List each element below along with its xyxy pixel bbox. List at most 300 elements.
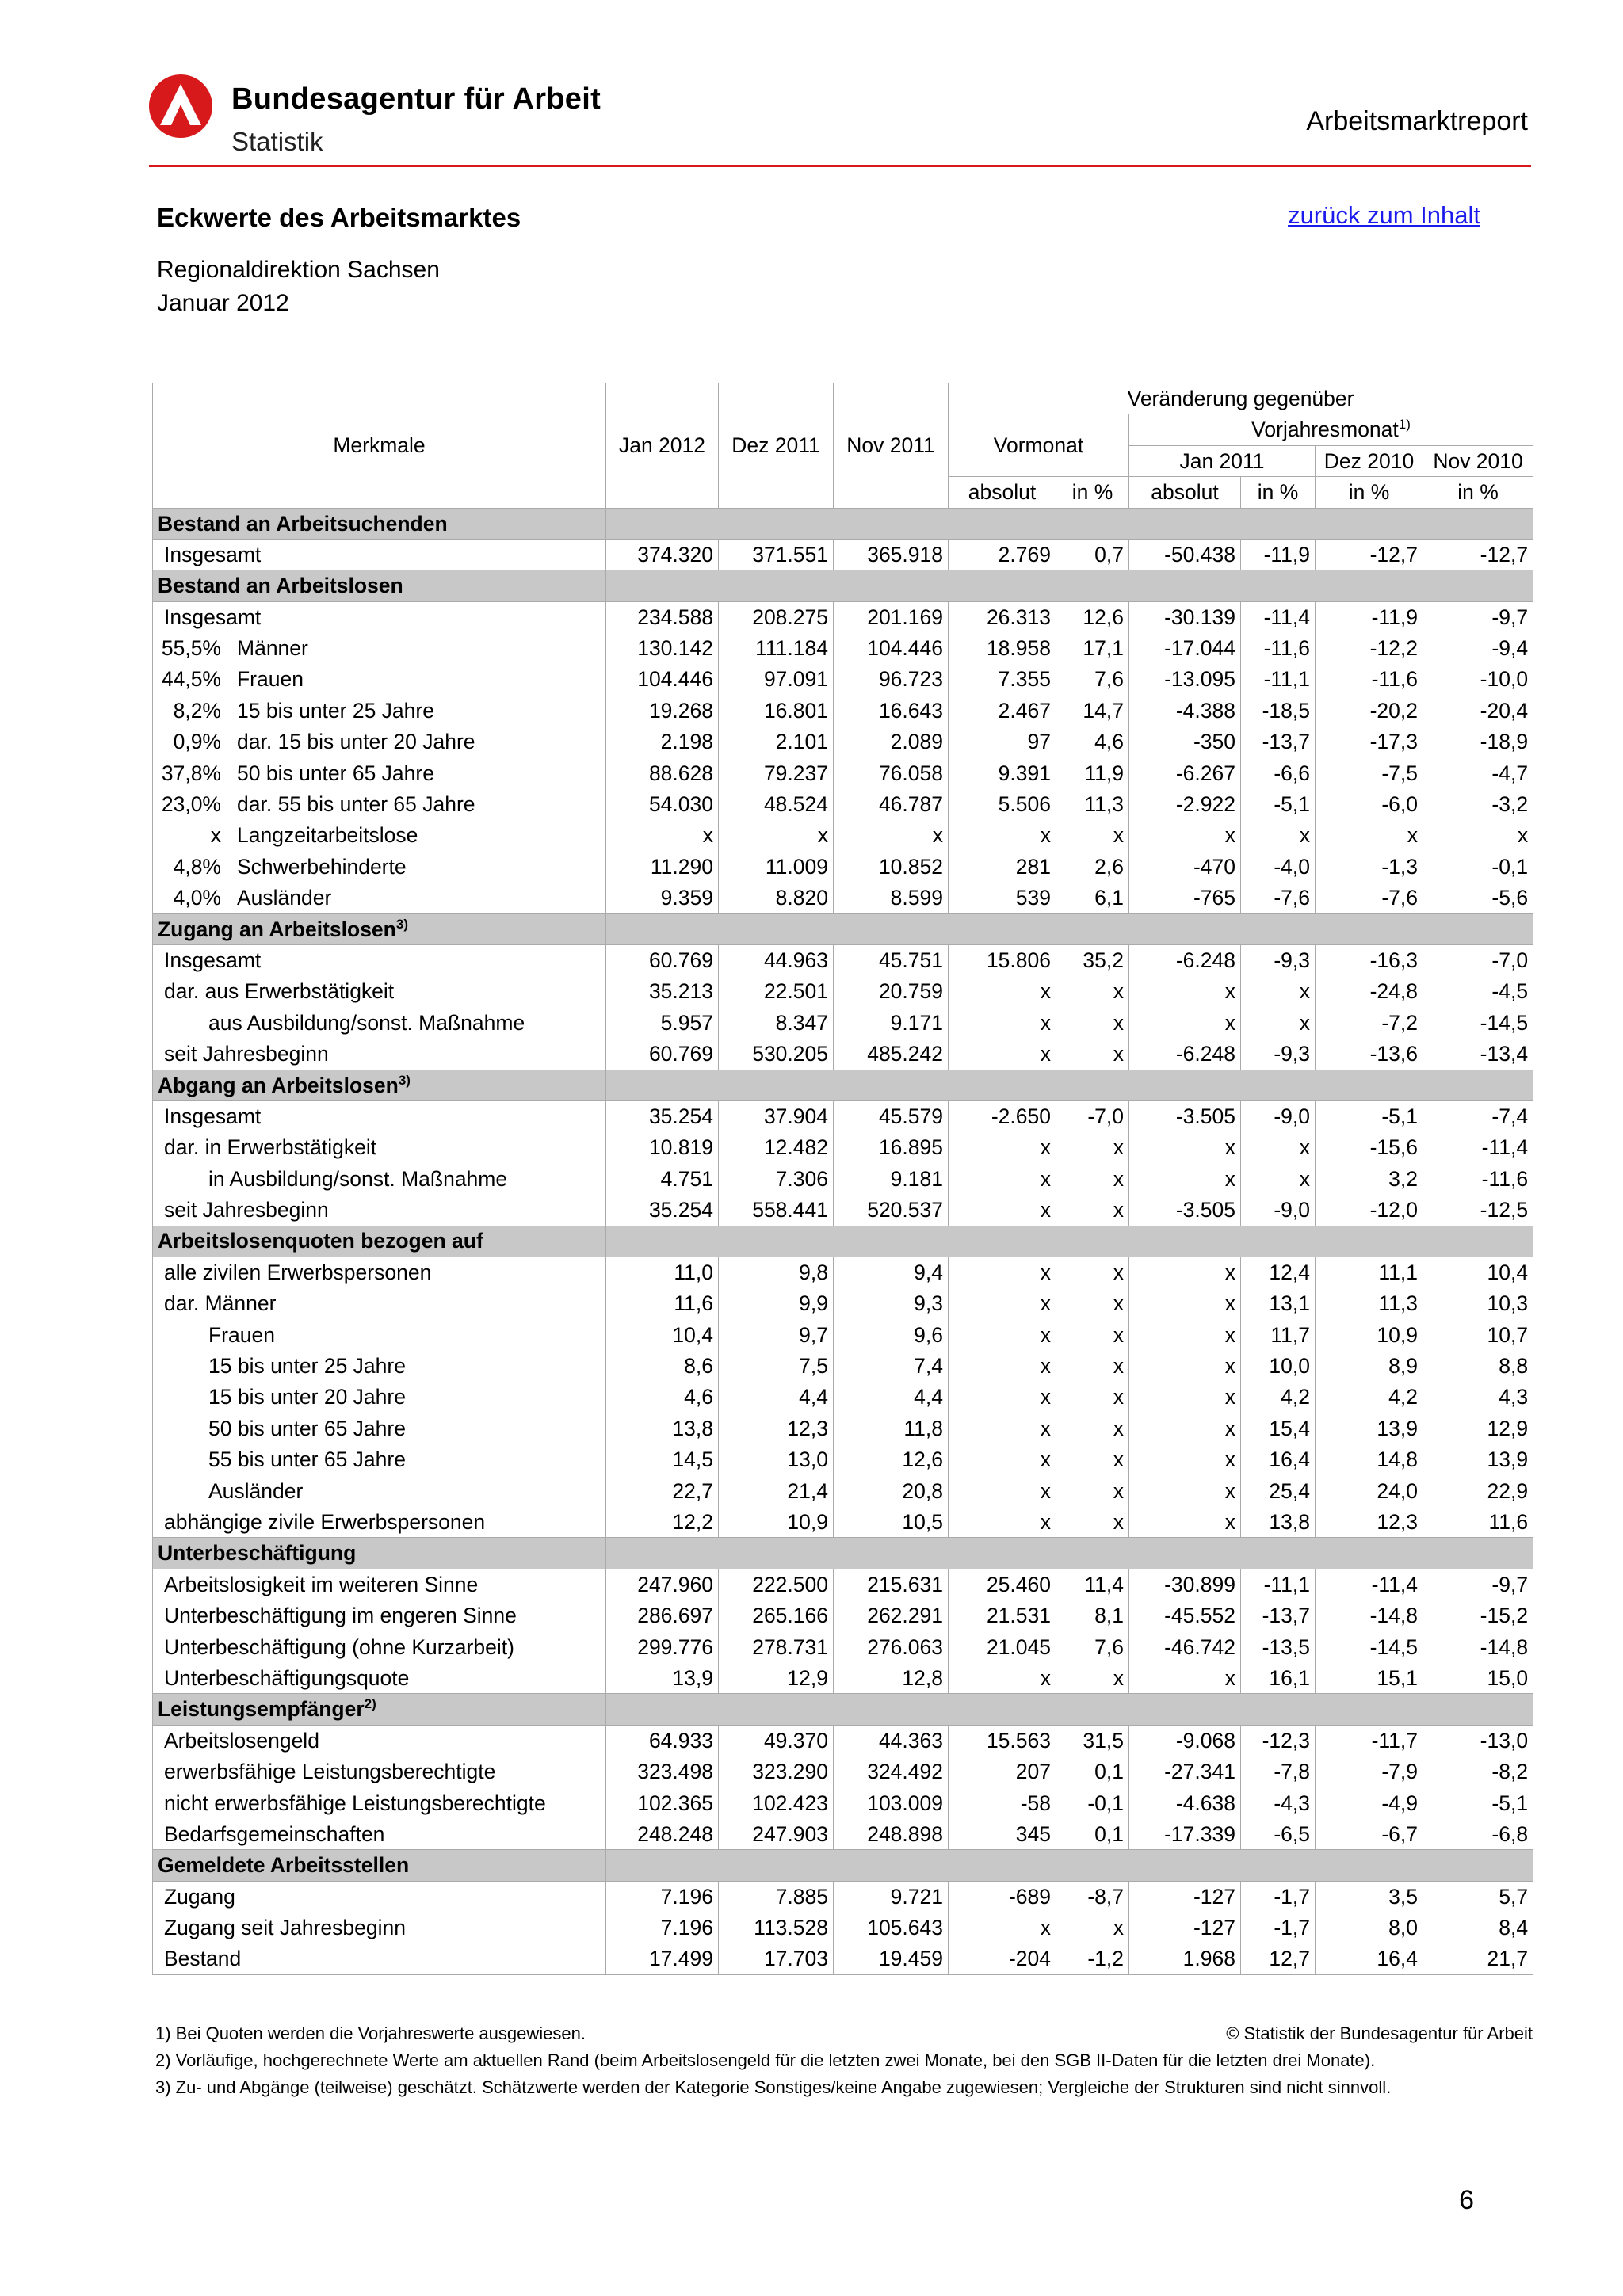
table-cell: -5,6 — [1423, 883, 1533, 913]
row-label-text: Zugang — [164, 1884, 235, 1909]
table-cell: 8,6 — [606, 1351, 719, 1382]
section-fill — [606, 1538, 1533, 1569]
row-label-text: Unterbeschäftigung im engeren Sinne — [164, 1604, 517, 1628]
table-cell: 97.091 — [719, 664, 834, 695]
table-cell: -11,6 — [1316, 664, 1423, 695]
row-label-text: seit Jahresbeginn — [164, 1197, 329, 1222]
table-cell: 4.751 — [606, 1163, 719, 1194]
table-cell: 13,8 — [606, 1413, 719, 1444]
table-cell: 4,4 — [834, 1382, 949, 1413]
header-vormonat: Vormonat — [949, 414, 1129, 477]
table-cell: -14,8 — [1316, 1600, 1423, 1631]
table-cell: x — [1129, 1507, 1241, 1538]
table-cell: 24,0 — [1316, 1475, 1423, 1506]
section-fill — [606, 508, 1533, 539]
table-cell: 1.968 — [1129, 1943, 1241, 1974]
period-label: Januar 2012 — [157, 290, 289, 316]
table-row — [153, 1913, 1533, 1943]
table-cell: 13,9 — [606, 1663, 719, 1694]
table-cell: -6.248 — [1129, 945, 1241, 976]
section-title-text: Abgang an Arbeitslosen — [158, 1073, 399, 1097]
table-cell: 520.537 — [834, 1195, 949, 1226]
table-row — [153, 1507, 1533, 1538]
table-row — [153, 601, 1533, 632]
table-cell: x — [1129, 1475, 1241, 1506]
table-cell: 11,9 — [1056, 757, 1129, 788]
row-share: 44,5% — [161, 667, 221, 692]
section-title — [153, 913, 606, 944]
table-cell: 8,8 — [1423, 1351, 1533, 1382]
table-cell: -13,6 — [1316, 1039, 1423, 1070]
table-cell: 17.703 — [719, 1943, 834, 1974]
table-cell: 365.918 — [834, 539, 949, 570]
table-row — [153, 789, 1533, 820]
row-label-text: Schwerbehinderte — [237, 854, 407, 879]
table-cell: 19.459 — [834, 1943, 949, 1974]
table-cell: x — [949, 1132, 1056, 1163]
table-cell: 18.958 — [949, 633, 1056, 664]
table-cell: 374.320 — [606, 539, 719, 570]
table-cell: 558.441 — [719, 1195, 834, 1226]
table-cell: -45.552 — [1129, 1600, 1241, 1631]
table-cell: 7,6 — [1056, 1631, 1129, 1662]
table-cell: 371.551 — [719, 539, 834, 570]
section-title-text: Bestand an Arbeitslosen — [158, 574, 403, 598]
table-cell: 9,4 — [834, 1257, 949, 1287]
section-title — [153, 1538, 606, 1569]
row-label-text: Frauen — [237, 667, 304, 692]
row-label-text: Frauen — [208, 1322, 275, 1347]
table-cell: 15.563 — [949, 1725, 1056, 1756]
table-cell: 45.751 — [834, 945, 949, 976]
section-title — [153, 1070, 606, 1100]
table-cell: x — [1129, 1413, 1241, 1444]
region-label: Regionaldirektion Sachsen — [157, 257, 440, 283]
row-label-text: Zugang seit Jahresbeginn — [164, 1916, 406, 1940]
table-cell: x — [1241, 1163, 1316, 1194]
header-divider — [149, 165, 1531, 167]
table-cell: -7,6 — [1241, 883, 1316, 913]
row-label — [153, 1288, 606, 1319]
row-label — [153, 1756, 606, 1787]
table-cell: 79.237 — [719, 757, 834, 788]
table-cell: 4,6 — [606, 1382, 719, 1413]
table-cell: x — [1056, 1007, 1129, 1038]
table-cell: 7.196 — [606, 1881, 719, 1912]
table-cell: 49.370 — [719, 1725, 834, 1756]
table-cell: 21.045 — [949, 1631, 1056, 1662]
table-cell: -13,0 — [1423, 1725, 1533, 1756]
table-row — [153, 1195, 1533, 1226]
table-row — [153, 976, 1533, 1007]
header-dez-2011: Dez 2011 — [719, 383, 834, 509]
table-cell: 9.359 — [606, 883, 719, 913]
table-cell: -9,3 — [1241, 945, 1316, 976]
row-label — [153, 1663, 606, 1694]
row-label — [153, 1725, 606, 1756]
table-cell: x — [949, 976, 1056, 1007]
table-row — [153, 1288, 1533, 1319]
table-row — [153, 1818, 1533, 1849]
table-cell: -9,0 — [1241, 1100, 1316, 1131]
table-cell: -8,7 — [1056, 1881, 1129, 1912]
table-cell: 4,3 — [1423, 1382, 1533, 1413]
table-cell: 539 — [949, 883, 1056, 913]
table-row — [153, 820, 1533, 851]
row-label-text: alle zivilen Erwerbspersonen — [164, 1261, 432, 1285]
table-cell: -13.095 — [1129, 664, 1241, 695]
table-cell: x — [949, 820, 1056, 851]
table-cell: 13,8 — [1241, 1507, 1316, 1538]
table-cell: 248.898 — [834, 1818, 949, 1849]
table-cell: 7.196 — [606, 1913, 719, 1943]
section-header-row — [153, 1226, 1533, 1257]
table-cell: 11,4 — [1056, 1569, 1129, 1600]
table-row — [153, 1100, 1533, 1131]
table-cell: -7,2 — [1316, 1007, 1423, 1038]
row-label-text: dar. 15 bis unter 20 Jahre — [237, 730, 475, 754]
table-cell: 35.254 — [606, 1100, 719, 1131]
table-cell: x — [949, 1913, 1056, 1943]
table-cell: x — [949, 1351, 1056, 1382]
table-cell: -11,4 — [1316, 1569, 1423, 1600]
table-cell: -17,3 — [1316, 727, 1423, 757]
table-cell: 8,0 — [1316, 1913, 1423, 1943]
table-cell: -9,7 — [1423, 1569, 1533, 1600]
section-title-text: Zugang an Arbeitslosen — [158, 917, 396, 941]
table-cell: -15,2 — [1423, 1600, 1533, 1631]
table-cell: x — [949, 1039, 1056, 1070]
row-label-text: Männer — [237, 636, 308, 661]
table-cell: 104.446 — [834, 633, 949, 664]
row-label-text: 15 bis unter 20 Jahre — [208, 1385, 406, 1409]
section-fill — [606, 1070, 1533, 1100]
section-header-row — [153, 1538, 1533, 1569]
row-label-text: aus Ausbildung/sonst. Maßnahme — [208, 1010, 525, 1035]
table-row — [153, 1007, 1533, 1038]
header-in-pct: in % — [1316, 477, 1423, 508]
table-cell: 12,3 — [1316, 1507, 1423, 1538]
table-row — [153, 1600, 1533, 1631]
header-in-pct: in % — [1241, 477, 1316, 508]
table-cell: 208.275 — [719, 601, 834, 632]
table-cell: 16.895 — [834, 1132, 949, 1163]
table-cell: 276.063 — [834, 1631, 949, 1662]
table-cell: x — [1129, 1132, 1241, 1163]
section-title — [153, 508, 606, 539]
table-cell: x — [1056, 1288, 1129, 1319]
row-label — [153, 1007, 606, 1038]
table-cell: -18,5 — [1241, 695, 1316, 726]
table-cell: 16,4 — [1316, 1943, 1423, 1974]
section-fill — [606, 1850, 1533, 1881]
section-title-text: Bestand an Arbeitsuchenden — [158, 511, 448, 536]
table-cell: 37.904 — [719, 1100, 834, 1131]
row-label — [153, 1881, 606, 1912]
row-label — [153, 1257, 606, 1287]
row-label — [153, 539, 606, 570]
table-cell: x — [1129, 1257, 1241, 1287]
table-cell: 13,9 — [1316, 1413, 1423, 1444]
table-cell: -12,5 — [1423, 1195, 1533, 1226]
table-cell: -7,0 — [1423, 945, 1533, 976]
table-cell: 12,8 — [834, 1663, 949, 1694]
table-cell: 26.313 — [949, 601, 1056, 632]
table-cell: 11.009 — [719, 851, 834, 882]
table-cell: 5.957 — [606, 1007, 719, 1038]
table-cell: -5,1 — [1423, 1787, 1533, 1818]
row-label-text: 15 bis unter 25 Jahre — [208, 1354, 406, 1379]
table-cell: 9,7 — [719, 1319, 834, 1350]
table-cell: 10,4 — [1423, 1257, 1533, 1287]
table-row — [153, 1382, 1533, 1413]
table-cell: 76.058 — [834, 757, 949, 788]
row-label-text: Insgesamt — [164, 1104, 262, 1129]
page-number: 6 — [1459, 2185, 1474, 2215]
table-cell: -13,7 — [1241, 727, 1316, 757]
header-nov-2010: Nov 2010 — [1423, 445, 1533, 476]
table-cell: -12,2 — [1316, 633, 1423, 664]
section-title-text: Unterbeschäftigung — [158, 1541, 357, 1566]
table-cell: 4,4 — [719, 1382, 834, 1413]
section-header-row — [153, 508, 1533, 539]
table-cell: -11,1 — [1241, 1569, 1316, 1600]
table-cell: 13,1 — [1241, 1288, 1316, 1319]
header-vorjahresmonat-label: Vorjahresmonat — [1251, 418, 1399, 442]
footnote-ref: 1) — [1398, 417, 1411, 433]
table-cell: -4,3 — [1241, 1787, 1316, 1818]
table-row — [153, 1943, 1533, 1974]
table-cell: 130.142 — [606, 633, 719, 664]
table-cell: -9,7 — [1423, 601, 1533, 632]
table-cell: 0,7 — [1056, 539, 1129, 570]
table-cell: 323.498 — [606, 1756, 719, 1787]
table-cell: 8.820 — [719, 883, 834, 913]
row-label-text: dar. in Erwerbstätigkeit — [164, 1135, 377, 1160]
table-cell: -5,1 — [1316, 1100, 1423, 1131]
table-cell: x — [1056, 1507, 1129, 1538]
table-cell: x — [1241, 1132, 1316, 1163]
table-cell: x — [1056, 1663, 1129, 1694]
table-cell: x — [1056, 820, 1129, 851]
table-cell: 96.723 — [834, 664, 949, 695]
table-row — [153, 1257, 1533, 1287]
table-cell: -3.505 — [1129, 1195, 1241, 1226]
table-cell: x — [949, 1382, 1056, 1413]
row-label-text: erwerbsfähige Leistungsberechtigte — [164, 1760, 496, 1784]
table-cell: 13,9 — [1423, 1444, 1533, 1475]
section-title — [153, 1694, 606, 1725]
table-cell: 12,2 — [606, 1507, 719, 1538]
table-cell: -14,5 — [1423, 1007, 1533, 1038]
section-title-text: Leistungsempfänger — [158, 1697, 365, 1722]
table-cell: x — [949, 1413, 1056, 1444]
footnote-ref: 3) — [398, 1072, 411, 1088]
section-title — [153, 570, 606, 601]
table-cell: -30.899 — [1129, 1569, 1241, 1600]
table-row — [153, 695, 1533, 726]
table-cell: 10.819 — [606, 1132, 719, 1163]
table-cell: x — [719, 820, 834, 851]
table-cell: 16.801 — [719, 695, 834, 726]
table-cell: 22,7 — [606, 1475, 719, 1506]
table-cell: -6.248 — [1129, 1039, 1241, 1070]
table-cell: 8,9 — [1316, 1351, 1423, 1382]
page-title: Eckwerte des Arbeitsmarktes — [157, 203, 521, 232]
table-cell: 46.787 — [834, 789, 949, 820]
row-label-text: Insgesamt — [164, 542, 262, 566]
table-cell: 21,4 — [719, 1475, 834, 1506]
row-share: 0,9% — [173, 730, 221, 754]
table-cell: x — [1056, 1444, 1129, 1475]
table-cell: x — [1056, 1382, 1129, 1413]
header-absolut: absolut — [1129, 477, 1241, 508]
table-cell: 22,9 — [1423, 1475, 1533, 1506]
table-cell: x — [1056, 1913, 1129, 1943]
table-row — [153, 1039, 1533, 1070]
table-row — [153, 1444, 1533, 1475]
table-cell: 11.290 — [606, 851, 719, 882]
table-cell: -12,7 — [1316, 539, 1423, 570]
table-cell: -12,3 — [1241, 1725, 1316, 1756]
table-body — [153, 508, 1533, 1974]
table-row — [153, 1787, 1533, 1818]
row-label — [153, 820, 606, 851]
table-cell: 10.852 — [834, 851, 949, 882]
row-share: 55,5% — [161, 636, 221, 661]
table-cell: 11,8 — [834, 1413, 949, 1444]
table-cell: 4,6 — [1056, 727, 1129, 757]
table-cell: -6,0 — [1316, 789, 1423, 820]
table-cell: 12,9 — [1423, 1413, 1533, 1444]
table-cell: 3,2 — [1316, 1163, 1423, 1194]
table-row — [153, 883, 1533, 913]
table-cell: x — [1129, 1382, 1241, 1413]
table-cell: 15,4 — [1241, 1413, 1316, 1444]
row-label-text: seit Jahresbeginn — [164, 1041, 329, 1066]
row-label-text: 15 bis unter 25 Jahre — [237, 698, 434, 723]
table-cell: 207 — [949, 1756, 1056, 1787]
table-cell: 3,5 — [1316, 1881, 1423, 1912]
table-cell: -127 — [1129, 1913, 1241, 1943]
table-cell: -11,4 — [1241, 601, 1316, 632]
section-title-text: Arbeitslosenquoten bezogen auf — [158, 1229, 483, 1253]
row-label-text: 50 bis unter 65 Jahre — [237, 761, 434, 785]
table-cell: x — [1241, 820, 1316, 851]
table-cell: -17.044 — [1129, 633, 1241, 664]
header-jan-2012: Jan 2012 — [606, 383, 719, 509]
section-header-row — [153, 1850, 1533, 1881]
row-label — [153, 1039, 606, 1070]
ba-logo-icon — [147, 73, 214, 139]
table-cell: 11,3 — [1056, 789, 1129, 820]
section-header-row — [153, 1070, 1533, 1100]
table-row — [153, 727, 1533, 757]
table-cell: 35.254 — [606, 1195, 719, 1226]
row-label — [153, 1569, 606, 1600]
table-cell: -9,0 — [1241, 1195, 1316, 1226]
table-row — [153, 945, 1533, 976]
table-cell: 10,3 — [1423, 1288, 1533, 1319]
table-cell: 19.268 — [606, 695, 719, 726]
row-label — [153, 695, 606, 726]
table-cell: 10,9 — [719, 1507, 834, 1538]
table-cell: x — [834, 820, 949, 851]
row-label-text: 55 bis unter 65 Jahre — [208, 1447, 406, 1472]
row-share: 37,8% — [161, 761, 221, 785]
table-cell: 286.697 — [606, 1600, 719, 1631]
table-cell: -5,1 — [1241, 789, 1316, 820]
table-cell: 21.531 — [949, 1600, 1056, 1631]
row-share: 4,0% — [173, 885, 221, 910]
table-cell: x — [1241, 1007, 1316, 1038]
table-cell: 25.460 — [949, 1569, 1056, 1600]
row-label-text: abhängige zivile Erwerbspersonen — [164, 1509, 486, 1534]
report-title: Arbeitsmarktreport — [1306, 106, 1528, 136]
table-cell: -2.650 — [949, 1100, 1056, 1131]
row-label-text: dar. aus Erwerbstätigkeit — [164, 979, 395, 1004]
table-cell: 113.528 — [719, 1913, 834, 1943]
table-cell: 234.588 — [606, 601, 719, 632]
table-cell: x — [1056, 1413, 1129, 1444]
table-cell: 102.423 — [719, 1787, 834, 1818]
table-cell: -24,8 — [1316, 976, 1423, 1007]
table-cell: -18,9 — [1423, 727, 1533, 757]
table-cell: x — [1056, 1195, 1129, 1226]
table-cell: x — [1129, 1663, 1241, 1694]
table-cell: -1,3 — [1316, 851, 1423, 882]
header-in-pct: in % — [1056, 477, 1129, 508]
table-cell: -1,7 — [1241, 1881, 1316, 1912]
table-cell: 48.524 — [719, 789, 834, 820]
row-label-text: dar. 55 bis unter 65 Jahre — [237, 792, 475, 817]
table-cell: 14,5 — [606, 1444, 719, 1475]
table-cell: -689 — [949, 1881, 1056, 1912]
table-cell: 9.171 — [834, 1007, 949, 1038]
table-cell: x — [1129, 1163, 1241, 1194]
section-title — [153, 1226, 606, 1257]
section-title-text: Gemeldete Arbeitsstellen — [158, 1853, 410, 1878]
row-label — [153, 1787, 606, 1818]
table-cell: 105.643 — [834, 1913, 949, 1943]
table-cell: 7.355 — [949, 664, 1056, 695]
row-label — [153, 1382, 606, 1413]
table-cell: 4,2 — [1241, 1382, 1316, 1413]
footnote-3: 3) Zu- und Abgänge (teilweise) geschätzt. Schätzwerte werden der Kategorie Sonstiges/keine Angabe zugewiesen; Vergleiche der Strukturen sind nicht sinnvoll. — [155, 2077, 1392, 2097]
table-cell: 299.776 — [606, 1631, 719, 1662]
row-label — [153, 1631, 606, 1662]
table-cell: 247.903 — [719, 1818, 834, 1849]
table-cell: x — [1056, 1475, 1129, 1506]
table-cell: -11,4 — [1423, 1132, 1533, 1163]
table-cell: 44.963 — [719, 945, 834, 976]
back-to-contents-link[interactable]: zurück zum Inhalt — [1288, 201, 1480, 229]
table-cell: -11,6 — [1241, 633, 1316, 664]
table-cell: 265.166 — [719, 1600, 834, 1631]
footnote-2: 2) Vorläufige, hochgerechnete Werte am aktuellen Rand (beim Arbeitslosengeld für die letzten zwei Monate, bei den SGB II-Daten für die letzten drei Monate). — [155, 2050, 1376, 2070]
table-row — [153, 851, 1533, 882]
table-cell: 16,4 — [1241, 1444, 1316, 1475]
table-cell: -4.638 — [1129, 1787, 1241, 1818]
table-cell: 0,1 — [1056, 1818, 1129, 1849]
table-cell: -10,0 — [1423, 664, 1533, 695]
key-figures-table — [152, 383, 1533, 1975]
row-share: 23,0% — [161, 792, 221, 817]
table-cell: x — [949, 1319, 1056, 1350]
table-cell: 8.599 — [834, 883, 949, 913]
row-label-text: nicht erwerbsfähige Leistungsberechtigte — [164, 1791, 546, 1815]
table-cell: 2.769 — [949, 539, 1056, 570]
